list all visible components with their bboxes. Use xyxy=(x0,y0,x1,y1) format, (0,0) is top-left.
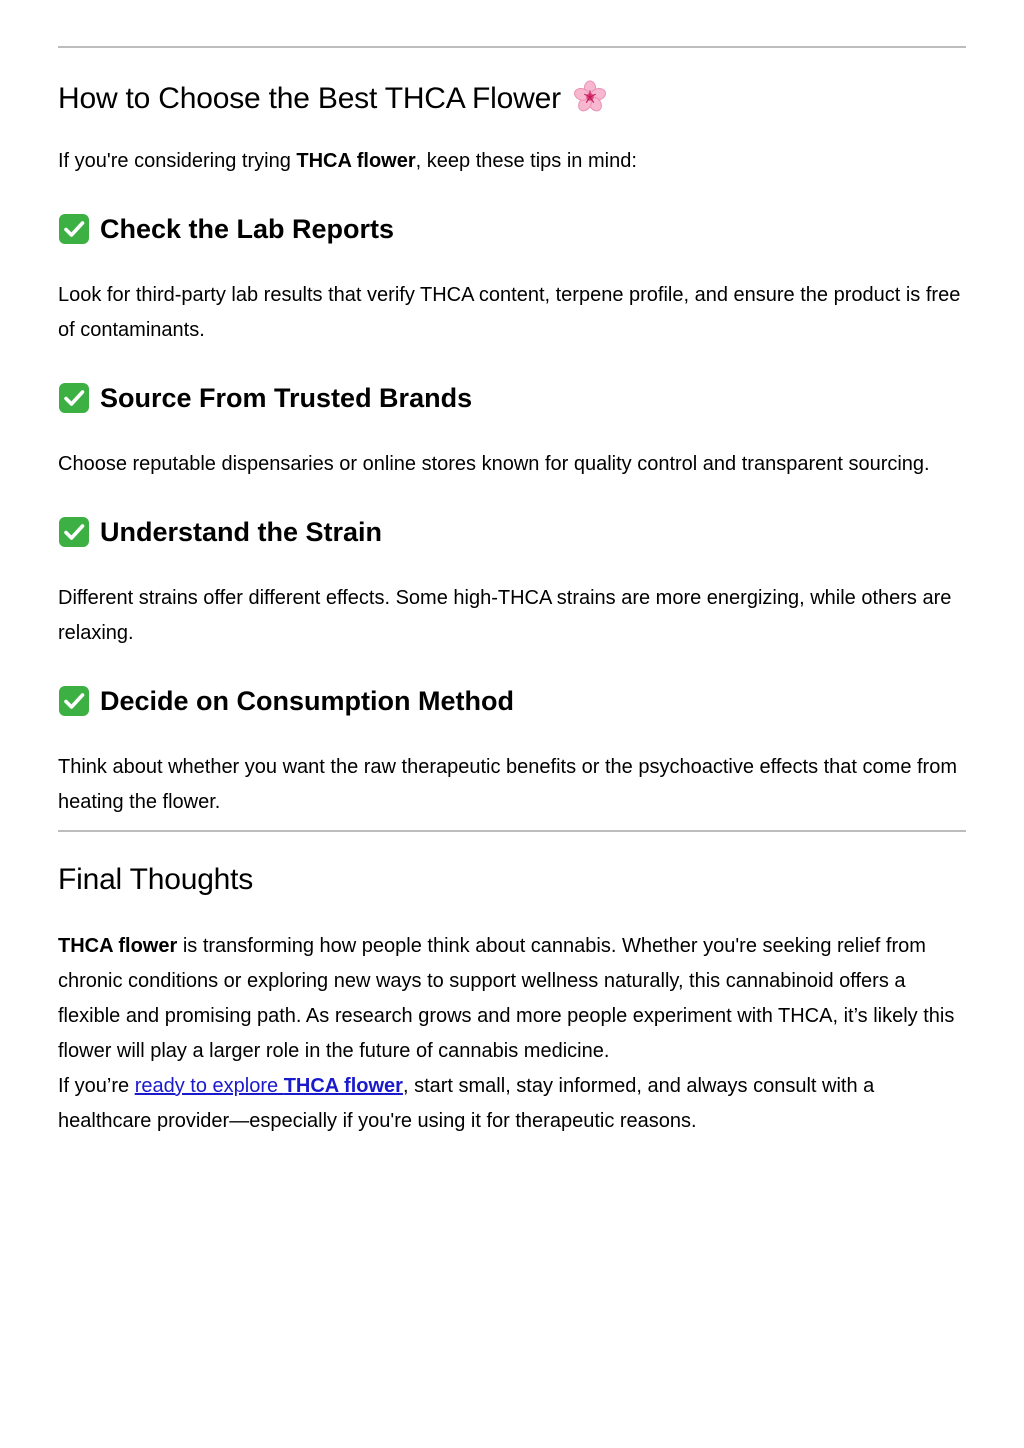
tip-heading-lab-reports xyxy=(58,212,966,246)
tip-heading-text: Check the Lab Reports xyxy=(100,214,395,244)
explore-thca-flower-link[interactable] xyxy=(135,1075,403,1097)
tip-heading-consumption xyxy=(58,684,966,718)
final-paragraph-1 xyxy=(58,929,966,1069)
check-mark-icon xyxy=(58,685,90,717)
section-title-final: Final Thoughts xyxy=(58,863,254,896)
link-bold-text: THCA flower xyxy=(283,1075,403,1097)
check-mark-icon xyxy=(58,382,90,414)
tip-text-trusted-brands: Choose reputable dispensaries or online stores known for quality control and transparent sourcing. xyxy=(58,453,930,475)
tip-heading-trusted-brands xyxy=(58,381,966,415)
tip-text-strain: Different strains offer different effects. Some high-THCA strains are more energizing, while others are relaxing. xyxy=(58,587,952,644)
tip-heading-strain xyxy=(58,515,966,549)
intro-text-end: , keep these tips in mind: xyxy=(415,150,637,172)
section-divider xyxy=(58,830,966,832)
section-title-choose xyxy=(58,80,966,117)
intro-paragraph xyxy=(58,144,966,179)
check-mark-icon xyxy=(58,213,90,245)
final-bold-term: THCA flower xyxy=(58,935,178,957)
top-divider xyxy=(58,46,966,48)
tip-heading-text: Understand the Strain xyxy=(100,517,383,547)
final-cta-text-start: If you’re xyxy=(58,1075,135,1097)
final-paragraph-text: is transforming how people think about cannabis. Whether you're seeking relief from chronic conditions or exploring new ways to support wellness naturally, this cannabinoid offers a flexible and promising path. As research grows and more people experiment with THCA, it’s likely this flower will play a larger role in the future of cannabis medicine. xyxy=(58,935,955,1062)
document-page xyxy=(58,0,966,1139)
check-mark-icon xyxy=(58,516,90,548)
link-text: ready to explore xyxy=(134,1075,284,1097)
tip-text-lab-reports: Look for third-party lab results that verify THCA content, terpene profile, and ensure the product is free of contaminants. xyxy=(58,284,961,341)
final-paragraph-2 xyxy=(58,1069,966,1139)
final-cta-text-end: , start small, stay informed, and always consult with a healthcare provider—especially if you're using it for therapeutic reasons. xyxy=(58,1075,875,1132)
intro-text-start: If you're considering trying xyxy=(58,150,297,172)
cherry-blossom-icon xyxy=(573,80,607,114)
tip-text-consumption: Think about whether you want the raw therapeutic benefits or the psychoactive effects that come from heating the flower. xyxy=(58,756,958,813)
tip-heading-text: Source From Trusted Brands xyxy=(100,383,473,413)
intro-bold-term: THCA flower xyxy=(296,150,416,172)
tip-heading-text: Decide on Consumption Method xyxy=(100,686,514,716)
section-title-text: How to Choose the Best THCA Flower xyxy=(58,82,561,115)
